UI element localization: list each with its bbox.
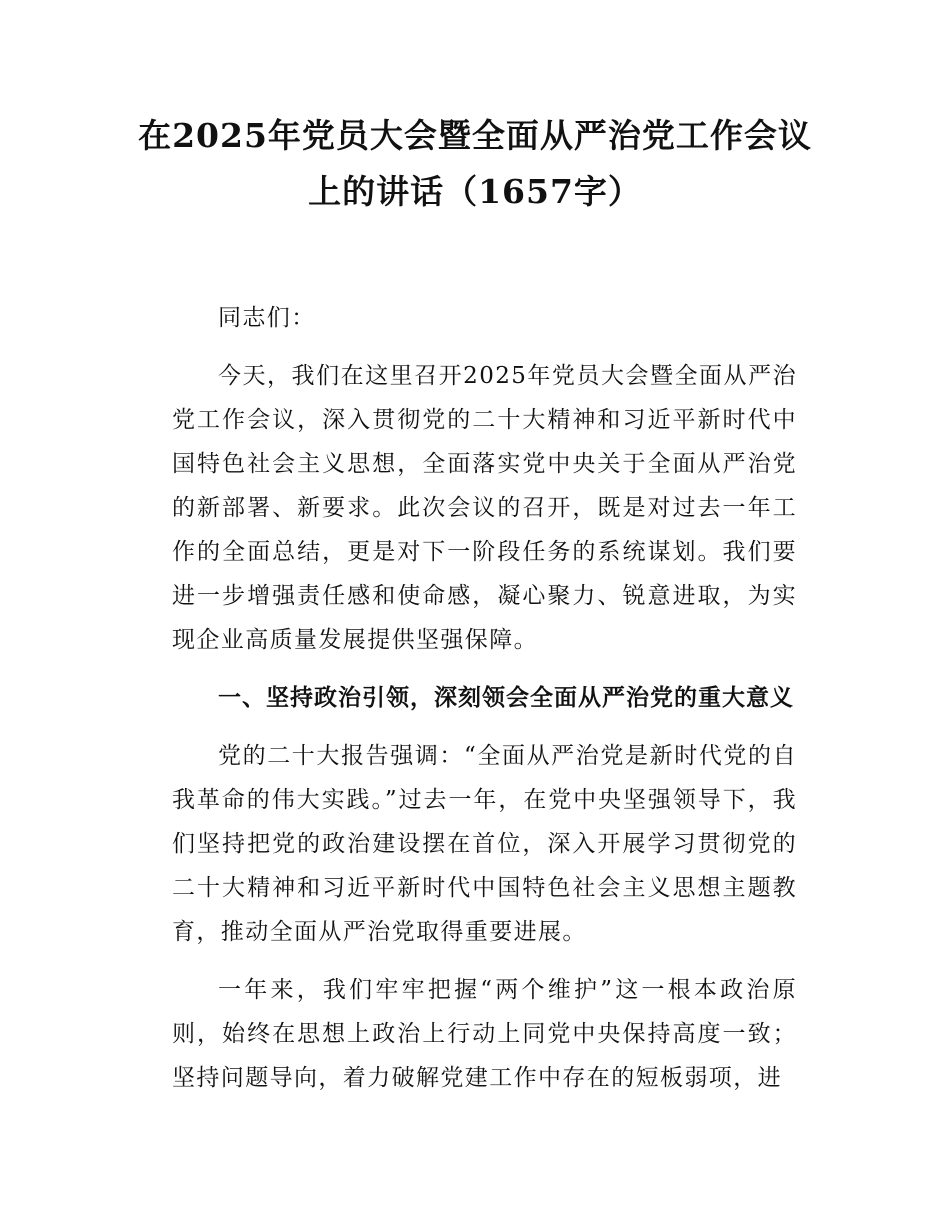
paragraph-2: 党的二十大报告强调：“全面从严治党是新时代党的自我革命的伟大实践。”过去一年，在党中央坚强领导下，我们坚持把党的政治建设摆在首位，深入开展学习贯彻党的二十大精神和习近平新时代中国特色社会主义思想主题教育，推动全面从严治党取得重要进展。 xyxy=(172,743,797,945)
document-body xyxy=(172,296,797,1114)
title-line-1: 在2025年党员大会暨全面从严治党工作会议 xyxy=(138,116,812,155)
salutation: 同志们： xyxy=(218,305,316,331)
title-line-2: 上的讲话（1657字） xyxy=(308,172,642,211)
document-title xyxy=(120,108,830,220)
paragraph-intro: 今天，我们在这里召开2025年党员大会暨全面从严治党工作会议，深入贯彻党的二十大精神和习近平新时代中国特色社会主义思想，全面落实党中央关于全面从严治党的新部署、新要求。此次会议的召开，既是对过去一年工作的全面总结，更是对下一阶段任务的系统谋划。我们要进一步增强责任感和使命感，凝心聚力、锐意进取，为实现企业高质量发展提供坚强保障。 xyxy=(172,363,797,653)
section-heading-1: 一、坚持政治引领，深刻领会全面从严治党的重大意义 xyxy=(218,685,794,711)
paragraph-3: 一年来，我们牢牢把握“两个维护”这一根本政治原则，始终在思想上政治上行动上同党中央保持高度一致；坚持问题导向，着力破解党建工作中存在的短板弱项，进 xyxy=(172,977,797,1091)
